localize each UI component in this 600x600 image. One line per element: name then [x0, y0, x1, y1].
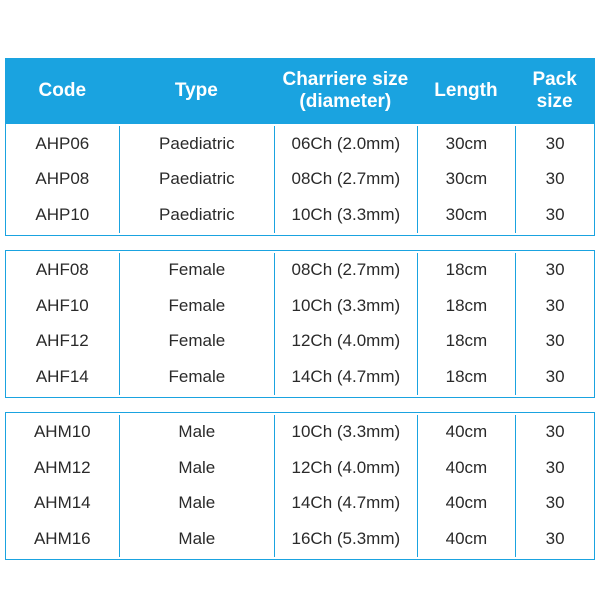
cell-length: 18cm	[417, 253, 516, 289]
cell-type: Male	[119, 486, 274, 522]
header-code: Code	[38, 80, 87, 101]
row-group	[5, 250, 595, 398]
cell-charriere-size: 12Ch (4.0mm)	[274, 450, 417, 486]
cell-length: 40cm	[417, 521, 516, 557]
cell-charriere-size: 16Ch (5.3mm)	[274, 521, 417, 557]
cell-type: Female	[119, 324, 274, 360]
table-header	[5, 58, 595, 124]
table-row	[6, 253, 594, 289]
cell-code: AHF14	[35, 366, 89, 386]
cell-charriere-size: 14Ch (4.7mm)	[274, 486, 417, 522]
cell-code: AHM16	[33, 528, 91, 548]
cell-charriere-size: 08Ch (2.7mm)	[274, 253, 417, 289]
header-charriere-size: Charriere size (diameter)	[282, 69, 409, 112]
cell-code: AHP10	[35, 204, 90, 224]
header-length: Length	[434, 80, 498, 101]
table-row	[6, 324, 594, 360]
table-row	[6, 162, 594, 198]
cell-code: AHF08	[35, 260, 89, 280]
table-row	[6, 288, 594, 324]
cell-pack-size: 30	[515, 324, 594, 360]
cell-pack-size: 30	[515, 521, 594, 557]
cell-pack-size: 30	[515, 197, 594, 233]
table-body	[5, 124, 595, 560]
table-row	[6, 521, 594, 557]
cell-length: 18cm	[417, 324, 516, 360]
product-table	[5, 58, 595, 560]
cell-charriere-size: 10Ch (3.3mm)	[274, 197, 417, 233]
cell-charriere-size: 08Ch (2.7mm)	[274, 162, 417, 198]
cell-pack-size: 30	[515, 486, 594, 522]
cell-length: 40cm	[417, 415, 516, 451]
cell-charriere-size: 06Ch (2.0mm)	[274, 126, 417, 162]
cell-code: AHF12	[35, 331, 89, 351]
table-row	[6, 486, 594, 522]
cell-type: Male	[119, 450, 274, 486]
row-group	[5, 124, 595, 236]
cell-length: 30cm	[417, 126, 516, 162]
cell-code: AHM14	[33, 493, 91, 513]
table-row	[6, 126, 594, 162]
cell-length: 40cm	[417, 486, 516, 522]
cell-pack-size: 30	[515, 359, 594, 395]
cell-charriere-size: 10Ch (3.3mm)	[274, 288, 417, 324]
row-group	[5, 412, 595, 560]
cell-code: AHM12	[33, 457, 91, 477]
cell-length: 30cm	[417, 197, 516, 233]
cell-code: AHF10	[35, 295, 89, 315]
cell-type: Paediatric	[119, 126, 274, 162]
cell-pack-size: 30	[515, 450, 594, 486]
header-type: Type	[174, 80, 218, 101]
cell-pack-size: 30	[515, 126, 594, 162]
cell-length: 18cm	[417, 288, 516, 324]
cell-type: Female	[119, 253, 274, 289]
cell-pack-size: 30	[515, 415, 594, 451]
cell-pack-size: 30	[515, 162, 594, 198]
cell-type: Female	[119, 359, 274, 395]
cell-type: Male	[119, 415, 274, 451]
table-row	[6, 415, 594, 451]
cell-charriere-size: 12Ch (4.0mm)	[274, 324, 417, 360]
cell-pack-size: 30	[515, 253, 594, 289]
cell-type: Female	[119, 288, 274, 324]
table-row	[6, 197, 594, 233]
cell-charriere-size: 14Ch (4.7mm)	[274, 359, 417, 395]
cell-type: Paediatric	[119, 162, 274, 198]
cell-type: Male	[119, 521, 274, 557]
table-row	[6, 450, 594, 486]
cell-length: 40cm	[417, 450, 516, 486]
table-row	[6, 359, 594, 395]
cell-length: 18cm	[417, 359, 516, 395]
header-pack-size: Pack size	[532, 69, 577, 112]
cell-pack-size: 30	[515, 288, 594, 324]
cell-code: AHM10	[33, 422, 91, 442]
cell-code: AHP08	[35, 169, 90, 189]
cell-length: 30cm	[417, 162, 516, 198]
cell-code: AHP06	[35, 133, 90, 153]
cell-type: Paediatric	[119, 197, 274, 233]
cell-charriere-size: 10Ch (3.3mm)	[274, 415, 417, 451]
